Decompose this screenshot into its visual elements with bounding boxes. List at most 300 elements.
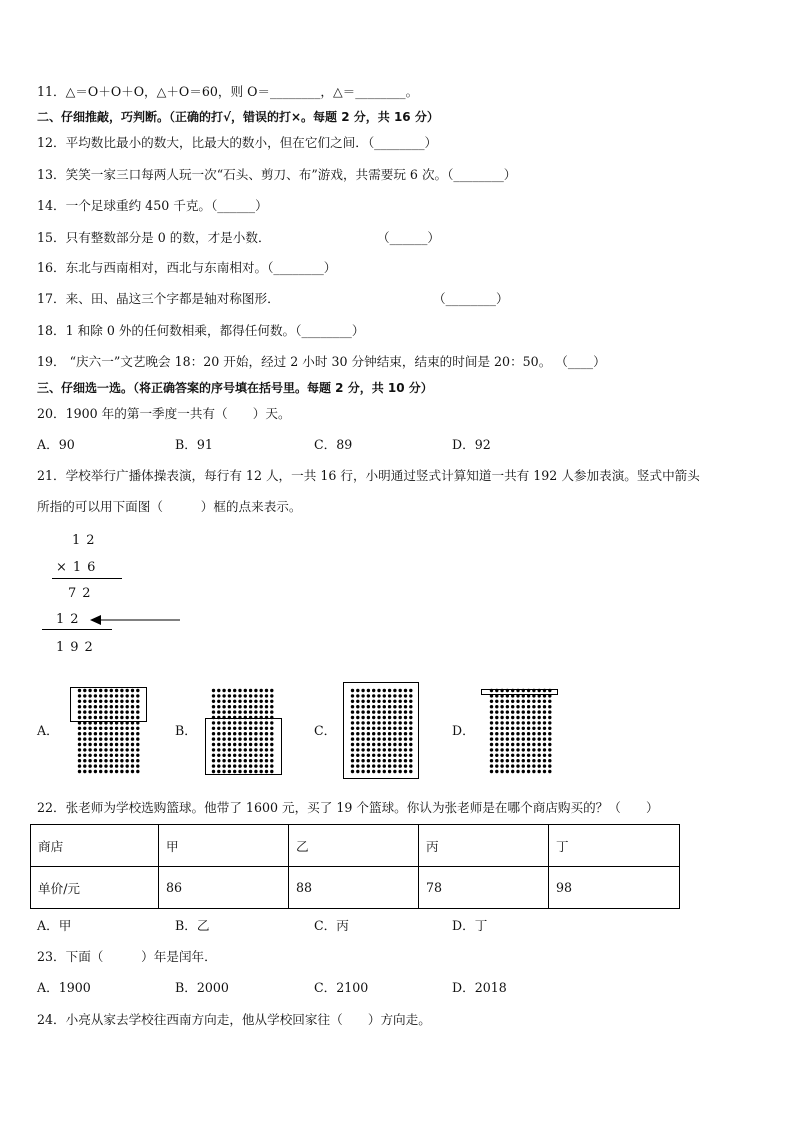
grid-dot [222,705,225,708]
grid-dot [131,743,134,746]
grid-dot [228,710,231,713]
grid-dot [126,748,129,751]
grid-dot [511,710,514,713]
grid-dot [532,732,535,735]
grid-dot [126,759,129,762]
grid-dot [270,689,273,692]
grid-dot [126,764,129,767]
grid-dot [104,764,107,767]
frame-c [343,682,419,779]
grid-dot [538,705,541,708]
grid-dot [94,764,97,767]
grid-dot [511,737,514,740]
grid-dot [244,710,247,713]
grid-dot [238,705,241,708]
q21-option-a: A． [37,723,59,738]
grid-dot [78,743,81,746]
grid-dot [543,743,546,746]
grid-dot [131,754,134,757]
grid-dot [228,705,231,708]
grid-dot [538,737,541,740]
grid-dot [99,764,102,767]
q20-option-c: C．89 [314,437,353,452]
grid-dot [548,770,551,773]
grid-dot [490,732,493,735]
grid-dot [244,689,247,692]
grid-dot [532,737,535,740]
frame-d [481,689,558,695]
grid-dot [495,748,498,751]
grid-dot [115,732,118,735]
grid-dot [532,764,535,767]
grid-dot [222,710,225,713]
grid-dot [88,748,91,751]
q22-option-c: C．丙 [314,918,349,933]
grid-dot [516,700,519,703]
grid-dot [94,732,97,735]
grid-dot [244,705,247,708]
grid-dot [104,748,107,751]
grid-dot [543,764,546,767]
grid-dot [78,748,81,751]
grid-dot [83,737,86,740]
grid-dot [120,754,123,757]
grid-dot [538,710,541,713]
q23-option-a: A．1900 [37,980,91,995]
question-23: 23．下面（ ）年是闰年． [37,949,217,964]
grid-dot [511,748,514,751]
grid-dot [543,710,546,713]
grid-dot [254,710,257,713]
grid-dot [495,732,498,735]
grid-dot [88,764,91,767]
grid-dot [511,727,514,730]
grid-dot [238,700,241,703]
grid-dot [527,732,530,735]
grid-dot [500,737,503,740]
table-cell: 98 [549,867,680,909]
grid-dot [548,710,551,713]
calc-line-2 [42,629,112,630]
grid-dot [120,743,123,746]
question-16: 16．东北与西南相对，西北与东南相对。（________） [37,260,337,275]
grid-dot [78,727,81,730]
grid-dot [500,716,503,719]
grid-dot [126,737,129,740]
grid-dot [136,759,139,762]
grid-dot [110,748,113,751]
table-cell: 丁 [549,825,680,867]
grid-dot [500,721,503,724]
grid-dot [136,732,139,735]
q22-option-d: D．丁 [452,918,488,933]
grid-dot [115,743,118,746]
grid-dot [495,710,498,713]
grid-dot [88,737,91,740]
grid-dot [532,721,535,724]
grid-dot [228,689,231,692]
grid-dot [88,727,91,730]
question-21-line1: 21．学校举行广播体操表演，每行有 12 人，一共 16 行，小明通过竖式计算知道一共有 192 人参加表演。竖式中箭头 [37,468,700,483]
grid-dot [217,694,220,697]
grid-dot [270,710,273,713]
grid-dot [538,727,541,730]
grid-dot [543,700,546,703]
grid-dot [99,732,102,735]
grid-dot [527,764,530,767]
grid-dot [527,700,530,703]
grid-dot [548,764,551,767]
grid-dot [212,694,215,697]
grid-dot [522,705,525,708]
grid-dot [548,716,551,719]
grid-dot [527,721,530,724]
grid-dot [522,721,525,724]
grid-dot [222,700,225,703]
grid-dot [88,770,91,773]
grid-dot [131,770,134,773]
grid-dot [495,764,498,767]
grid-dot [516,743,519,746]
grid-dot [527,727,530,730]
grid-dot [120,770,123,773]
grid-dot [516,770,519,773]
grid-dot [543,727,546,730]
grid-dot [136,770,139,773]
question-15-blank: （______） [377,230,440,245]
grid-dot [217,710,220,713]
q20-option-b: B．91 [175,437,213,452]
price-table [30,824,680,909]
grid-dot [527,716,530,719]
grid-dot [233,705,236,708]
q23-option-d: D．2018 [452,980,507,995]
grid-dot [249,705,252,708]
grid-dot [538,754,541,757]
grid-dot [532,727,535,730]
grid-dot [78,754,81,757]
grid-dot [83,727,86,730]
grid-dot [506,770,509,773]
grid-dot [506,700,509,703]
grid-dot [522,770,525,773]
grid-dot [104,732,107,735]
grid-dot [78,737,81,740]
grid-dot [110,727,113,730]
grid-dot [94,770,97,773]
grid-dot [506,727,509,730]
grid-dot [548,759,551,762]
grid-dot [120,737,123,740]
table-header-row [31,825,680,867]
grid-dot [110,764,113,767]
grid-dot [228,700,231,703]
grid-dot [538,716,541,719]
grid-dot [110,743,113,746]
grid-dot [495,743,498,746]
grid-dot [265,705,268,708]
grid-dot [490,754,493,757]
grid-dot [548,748,551,751]
grid-dot [254,705,257,708]
grid-dot [527,710,530,713]
grid-dot [88,759,91,762]
question-17-blank: （________） [433,291,509,306]
grid-dot [522,727,525,730]
arrow-left-icon [90,613,182,627]
question-18: 18．1 和除 0 外的任何数相乘，都得任何数。（________） [37,323,365,338]
grid-dot [543,770,546,773]
table-cell: 丙 [419,825,549,867]
grid-dot [495,759,498,762]
grid-dot [238,694,241,697]
grid-dot [522,737,525,740]
q20-option-a: A．90 [37,437,75,452]
grid-dot [217,689,220,692]
grid-dot [238,710,241,713]
grid-dot [500,759,503,762]
grid-dot [500,764,503,767]
grid-dot [548,700,551,703]
grid-dot [532,700,535,703]
grid-dot [532,770,535,773]
grid-dot [228,694,231,697]
grid-dot [212,689,215,692]
grid-dot [131,737,134,740]
grid-dot [260,700,263,703]
grid-dot [120,727,123,730]
grid-dot [233,689,236,692]
calc-line-1 [52,578,122,579]
grid-dot [244,700,247,703]
grid-dot [506,737,509,740]
grid-dot [99,727,102,730]
grid-dot [538,732,541,735]
grid-dot [506,732,509,735]
grid-dot [115,748,118,751]
grid-dot [543,705,546,708]
question-20: 20．1900 年的第一季度一共有（ ）天。 [37,406,291,421]
dot-grid-d [489,688,553,776]
grid-dot [522,764,525,767]
grid-dot [490,721,493,724]
grid-dot [78,732,81,735]
grid-dot [500,748,503,751]
grid-dot [538,743,541,746]
grid-dot [260,705,263,708]
grid-dot [522,754,525,757]
grid-dot [83,764,86,767]
q21-option-c: C． [314,723,337,738]
question-22: 22．张老师为学校选购篮球。他带了 1600 元，买了 19 个篮球。你认为张老师是在哪个商店购买的？（ ） [37,800,659,815]
grid-dot [490,759,493,762]
grid-dot [131,727,134,730]
grid-dot [249,700,252,703]
calc-multiplicand: 12 [72,533,101,548]
grid-dot [126,732,129,735]
grid-dot [115,770,118,773]
grid-dot [490,748,493,751]
grid-dot [99,770,102,773]
grid-dot [522,759,525,762]
grid-dot [490,727,493,730]
grid-dot [495,700,498,703]
grid-dot [212,705,215,708]
grid-dot [495,705,498,708]
grid-dot [532,710,535,713]
grid-dot [233,694,236,697]
grid-dot [500,743,503,746]
grid-dot [99,737,102,740]
grid-dot [548,743,551,746]
grid-dot [99,748,102,751]
grid-dot [249,694,252,697]
section-3-heading: 三、仔细选一选。（将正确答案的序号填在括号里。每题 2 分，共 10 分） [37,381,433,395]
question-11: 11．△＝O＋O＋O，△＋O＝60，则 O＝________，△＝________。 [37,84,419,99]
grid-dot [99,754,102,757]
grid-dot [99,759,102,762]
grid-dot [511,770,514,773]
grid-dot [495,737,498,740]
grid-dot [131,748,134,751]
grid-dot [495,754,498,757]
grid-dot [506,764,509,767]
grid-dot [490,770,493,773]
grid-dot [516,759,519,762]
grid-dot [270,694,273,697]
grid-dot [548,754,551,757]
grid-dot [522,700,525,703]
grid-dot [126,727,129,730]
grid-dot [543,716,546,719]
q22-option-b: B．乙 [175,918,210,933]
grid-dot [543,737,546,740]
grid-dot [249,689,252,692]
grid-dot [516,716,519,719]
grid-dot [532,748,535,751]
grid-dot [83,759,86,762]
grid-dot [120,732,123,735]
q20-option-d: D．92 [452,437,491,452]
grid-dot [490,764,493,767]
grid-dot [136,743,139,746]
grid-dot [83,732,86,735]
grid-dot [217,700,220,703]
grid-dot [527,743,530,746]
grid-dot [543,759,546,762]
grid-dot [265,689,268,692]
grid-dot [543,721,546,724]
grid-dot [78,759,81,762]
grid-dot [506,716,509,719]
grid-dot [511,732,514,735]
grid-dot [516,727,519,730]
calc-multiplier: ×16 [56,560,102,575]
grid-dot [490,700,493,703]
grid-dot [490,737,493,740]
grid-dot [265,700,268,703]
grid-dot [83,770,86,773]
frame-b [205,718,282,775]
table-cell: 86 [159,867,289,909]
grid-dot [548,721,551,724]
grid-dot [522,710,525,713]
table-cell: 乙 [289,825,419,867]
grid-dot [115,759,118,762]
grid-dot [506,710,509,713]
grid-dot [78,764,81,767]
grid-dot [490,716,493,719]
grid-dot [506,705,509,708]
grid-dot [522,743,525,746]
grid-dot [136,764,139,767]
grid-dot [88,732,91,735]
grid-dot [511,764,514,767]
frame-a [70,687,147,722]
grid-dot [495,721,498,724]
grid-dot [495,716,498,719]
grid-dot [543,748,546,751]
grid-dot [506,759,509,762]
grid-dot [527,759,530,762]
grid-dot [548,737,551,740]
grid-dot [249,710,252,713]
grid-dot [126,743,129,746]
grid-dot [543,732,546,735]
grid-dot [538,759,541,762]
grid-dot [254,700,257,703]
grid-dot [511,743,514,746]
grid-dot [233,700,236,703]
grid-dot [136,748,139,751]
grid-dot [120,748,123,751]
grid-dot [136,727,139,730]
table-row [31,867,680,909]
grid-dot [115,737,118,740]
grid-dot [527,705,530,708]
grid-dot [527,754,530,757]
grid-dot [506,743,509,746]
grid-dot [126,770,129,773]
grid-dot [543,754,546,757]
grid-dot [538,700,541,703]
grid-dot [532,705,535,708]
grid-dot [222,694,225,697]
grid-dot [511,716,514,719]
q22-option-a: A．甲 [37,918,72,933]
grid-dot [522,716,525,719]
grid-dot [500,754,503,757]
grid-dot [516,748,519,751]
grid-dot [548,705,551,708]
grid-dot [110,759,113,762]
grid-dot [131,759,134,762]
grid-dot [500,705,503,708]
question-24: 24．小亮从家去学校往西南方向走，他从学校回家往（ ）方向走。 [37,1012,431,1027]
grid-dot [83,754,86,757]
grid-dot [538,770,541,773]
grid-dot [104,743,107,746]
grid-dot [83,743,86,746]
question-17: 17．来、田、晶这三个字都是轴对称图形． [37,291,280,306]
grid-dot [532,754,535,757]
grid-dot [260,710,263,713]
grid-dot [500,732,503,735]
question-21-line2: 所指的可以用下面图（ ）框的点来表示。 [37,499,302,514]
calc-partial-2: 12 [56,612,85,627]
grid-dot [527,748,530,751]
table-cell: 单价/元 [31,867,159,909]
